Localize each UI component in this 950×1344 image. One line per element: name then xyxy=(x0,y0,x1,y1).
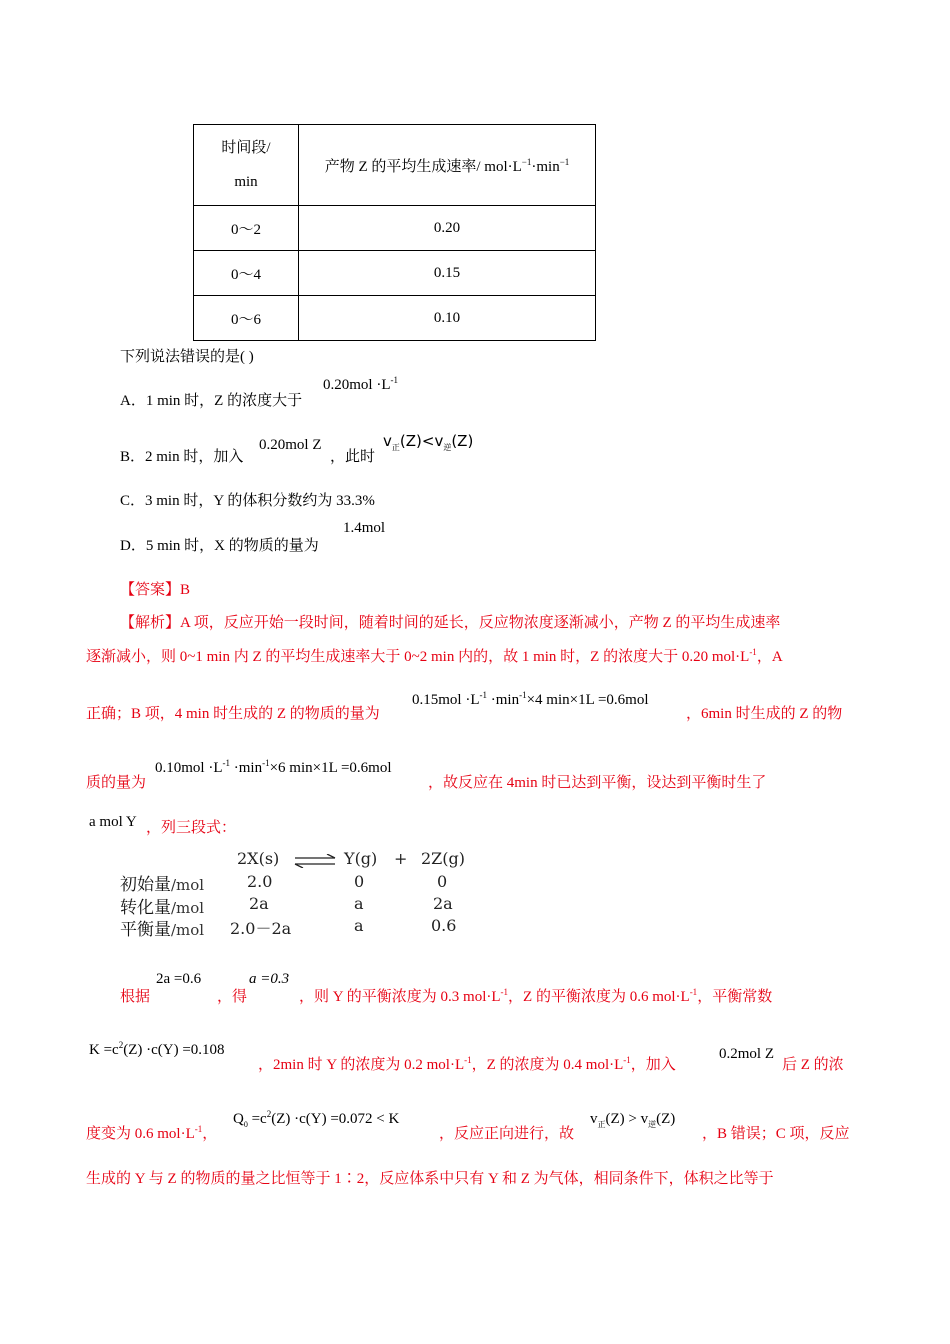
analysis-line-3-eq-end: ×4 min×1L =0.6mol xyxy=(526,692,649,708)
table-cell-rate: 0.15 xyxy=(299,251,596,296)
analysis-line-7-c: ，加入 xyxy=(630,1057,676,1073)
option-b-equation: 0.20mol Z xyxy=(259,437,322,453)
ice-row-unit: /mol xyxy=(171,921,205,939)
ice-product-y: Y(g) xyxy=(344,849,378,868)
analysis-line-8-a-text: 度变为 0.6 mol·L xyxy=(86,1126,195,1142)
analysis-line-3-equation xyxy=(412,692,649,709)
analysis-line-8-eq-mid: =c xyxy=(247,1111,267,1127)
analysis-line-8-eq2-sub2: 逆 xyxy=(648,1120,657,1129)
rate-table xyxy=(193,124,596,341)
analysis-line-8-eq-qsub: 0 xyxy=(243,1120,248,1129)
analysis-line-4-eq-end: ×6 min×1L =0.6mol xyxy=(269,760,392,776)
ice-row-label: 初始量 xyxy=(120,875,171,895)
analysis-line-8-a xyxy=(86,1122,217,1143)
analysis-line-6-e: ，平衡常数 xyxy=(697,989,773,1005)
analysis-line-7-b: ，Z 的浓度为 0.4 mol·L xyxy=(471,1057,624,1073)
analysis-line-4-equation xyxy=(155,760,392,777)
analysis-line-8-exp: -1 xyxy=(194,1124,203,1134)
option-b-sub-reverse: 逆 xyxy=(443,443,452,452)
ice-cell-z: 0.6 xyxy=(431,916,457,935)
ice-row-label: 平衡量 xyxy=(120,920,171,940)
option-a-eq-text: 0.20mol ·L xyxy=(323,377,391,393)
analysis-line-1-text: A 项，反应开始一段时间，随着时间的延长，反应物浓度逐渐减小，产物 Z 的平均生成速率 xyxy=(180,615,781,631)
option-b-text2: ，此时 xyxy=(330,449,376,465)
ice-cell-z: 0 xyxy=(437,872,448,891)
analysis-line-4-b: ，故反应在 4min 时已达到平衡，设达到平衡时生了 xyxy=(428,775,767,791)
analysis-line-3-eq-mid: ·min xyxy=(487,692,520,708)
table-row xyxy=(194,251,596,296)
analysis-line-3-eq-exp1: -1 xyxy=(479,690,487,700)
analysis-line-4-eq-exp2: -1 xyxy=(262,758,270,768)
ice-product-z: 2Z(g) xyxy=(421,849,466,868)
analysis-line-8-eq-end: (Z) ·c(Y) =0.072 < K xyxy=(271,1111,400,1127)
analysis-line-8-equation xyxy=(233,1111,399,1128)
option-b-v: v xyxy=(383,432,392,450)
option-a-text: A．1 min 时，Z 的浓度大于 xyxy=(120,393,303,409)
option-a xyxy=(120,389,302,410)
analysis-line-7-equation xyxy=(89,1042,225,1059)
ice-row-label: 转化量 xyxy=(120,898,171,918)
table-header-rate-text: 产物 Z 的平均生成速率/ mol·L xyxy=(324,158,522,175)
table-row xyxy=(194,206,596,251)
ice-table xyxy=(120,846,480,946)
option-d-equation: 1.4mol xyxy=(343,520,386,536)
analysis-line-8-eq-q: Q xyxy=(233,1111,244,1127)
table-header-period-line2: min xyxy=(234,174,258,190)
analysis-line-3-eq-exp2: -1 xyxy=(519,690,527,700)
ice-cell-y: 0 xyxy=(354,872,365,891)
option-a-equation xyxy=(323,377,398,394)
analysis-line-4-eq-exp1: -1 xyxy=(222,758,230,768)
option-b xyxy=(120,445,243,466)
analysis-line-9: 生成的 Y 与 Z 的物质的量之比恒等于 1∶2，反应体系中只有 Y 和 Z 为气体，相同条件下，体积之比等于 xyxy=(86,1171,774,1187)
ice-row-initial xyxy=(120,870,204,895)
ice-cell-y: a xyxy=(354,916,364,935)
table-cell-period: 0～4 xyxy=(194,251,299,296)
analysis-line-7-exp1: -1 xyxy=(464,1055,472,1065)
table-cell-rate: 0.10 xyxy=(299,296,596,341)
answer: 【答案】B xyxy=(120,582,191,598)
option-d: D．5 min 时，X 的物质的量为 xyxy=(120,538,319,554)
analysis-line-7-exp2: -1 xyxy=(623,1055,631,1065)
analysis-label: 【解析】 xyxy=(120,615,181,631)
ice-row-unit: /mol xyxy=(171,876,205,894)
ice-cell-x: 2.0－2a xyxy=(230,919,292,938)
table-header-rate-exp2: −1 xyxy=(559,156,570,167)
analysis-line-8-eq2-v1: v xyxy=(590,1111,598,1127)
analysis-line-2-exp: -1 xyxy=(749,647,757,657)
ice-cell-z: 2a xyxy=(433,894,453,913)
analysis-line-6-exp2: -1 xyxy=(689,987,698,997)
table-header-rate xyxy=(299,125,596,206)
question-stem: 下列说法错误的是( ) xyxy=(120,349,254,365)
analysis-line-5-b: ，列三段式： xyxy=(146,820,237,836)
option-b-end: (Z) xyxy=(451,432,474,450)
option-b-velocity-relation xyxy=(383,432,473,450)
option-c: C．3 min 时，Y 的体积分数约为 33.3% xyxy=(120,493,375,509)
analysis-line-7-eq-a: K =c xyxy=(89,1042,119,1058)
ice-row-equilibrium xyxy=(120,915,204,940)
option-a-eq-exp: -1 xyxy=(390,375,398,385)
ice-reactant-x: 2X(s) xyxy=(237,849,280,868)
analysis-line-7 xyxy=(258,1053,676,1074)
table-cell-period: 0～6 xyxy=(194,296,299,341)
analysis-line-4-eq-a: 0.10mol ·L xyxy=(155,760,223,776)
ice-row-unit: /mol xyxy=(171,899,205,917)
table-header-period xyxy=(194,125,299,206)
analysis-line-6-exp1: -1 xyxy=(500,987,509,997)
analysis-line-8-b: ， xyxy=(202,1126,218,1142)
analysis-line-3-b: ，6min 时生成的 Z 的物 xyxy=(686,706,843,722)
analysis-line-6-d: ，Z 的平衡浓度为 0.6 mol·L xyxy=(508,989,690,1005)
option-b-text: B．2 min 时，加入 xyxy=(120,449,244,465)
analysis-line-6-c-text: ，则 Y 的平衡浓度为 0.3 mol·L xyxy=(299,989,501,1005)
analysis-line-6-a: 根据 xyxy=(120,989,151,1005)
ice-cell-y: a xyxy=(354,894,364,913)
analysis-line-4-eq-mid: ·min xyxy=(230,760,263,776)
analysis-line-8-eq2-end: (Z) xyxy=(656,1111,676,1127)
table-cell-rate: 0.20 xyxy=(299,206,596,251)
analysis-line-6-c xyxy=(299,985,772,1006)
table-row xyxy=(194,296,596,341)
analysis-line-2-b: ，A xyxy=(756,649,783,665)
option-b-sub-forward: 正 xyxy=(391,443,400,452)
analysis-line-8-eq2 xyxy=(590,1111,675,1128)
analysis-line-7-eq-end: (Z) ·c(Y) =0.108 xyxy=(123,1042,225,1058)
analysis-line-8-eq-exp: 2 xyxy=(266,1109,272,1119)
analysis-line-7-eq-exp: 2 xyxy=(118,1040,124,1050)
table-header-period-line1: 时间段/ xyxy=(221,140,271,156)
analysis-line-1 xyxy=(120,611,780,632)
analysis-line-8-c: ，反应正向进行，故 xyxy=(439,1126,575,1142)
analysis-line-6-eq2: a =0.3 xyxy=(249,971,290,987)
ice-cell-x: 2a xyxy=(249,894,269,913)
analysis-line-2 xyxy=(86,645,783,666)
table-cell-period: 0～2 xyxy=(194,206,299,251)
analysis-line-7-eq2: 0.2mol Z xyxy=(719,1046,774,1062)
option-b-mid: (Z)<v xyxy=(399,432,444,450)
analysis-line-6-b: ，得 xyxy=(217,989,248,1005)
analysis-line-6-eq1: 2a =0.6 xyxy=(156,971,202,987)
analysis-line-8-eq2-sub1: 正 xyxy=(597,1120,606,1129)
equilibrium-arrow-icon xyxy=(293,854,337,868)
analysis-line-3-eq-a: 0.15mol ·L xyxy=(412,692,480,708)
analysis-line-2-a: 逐渐减小，则 0~1 min 内 Z 的平均生成速率大于 0~2 min 内的，故 1 min 时，Z 的浓度大于 0.20 mol·L xyxy=(86,649,750,665)
analysis-line-7-a: ，2min 时 Y 的浓度为 0.2 mol·L xyxy=(258,1057,465,1073)
table-header-rate-exp1: −1 xyxy=(521,156,532,167)
ice-plus: + xyxy=(394,849,408,868)
ice-cell-x: 2.0 xyxy=(247,872,273,891)
analysis-line-7-d: 后 Z 的浓 xyxy=(782,1057,844,1073)
analysis-line-8-eq2-mid: (Z) > v xyxy=(605,1111,649,1127)
analysis-line-8-d: ，B 错误；C 项，反应 xyxy=(702,1126,850,1142)
analysis-line-4-a: 质的量为 xyxy=(86,775,147,791)
table-header-rate-mid: ·min xyxy=(531,158,560,175)
analysis-line-3-a: 正确；B 项，4 min 时生成的 Z 的物质的量为 xyxy=(86,706,380,722)
analysis-line-5-equation: a mol Y xyxy=(89,814,137,830)
